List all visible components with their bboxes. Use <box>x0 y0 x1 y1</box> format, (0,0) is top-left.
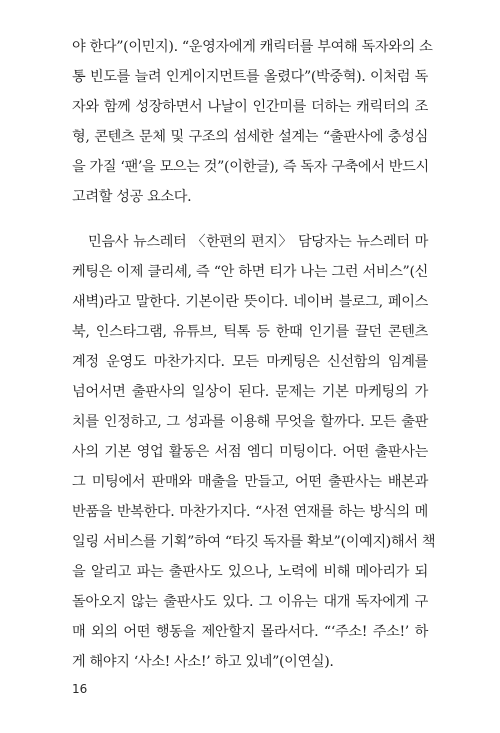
paragraph-2-line-15: 게 해야지 ‘사소! 사소!’ 하고 있네”(이연실). <box>72 654 334 670</box>
paragraph-1-line-2: 통 빈도를 늘려 인게이지먼트를 올렸다”(박중혁). 이처럼 독 <box>72 69 428 85</box>
paragraph-2-line-12: 을 알리고 파는 출판사도 있으나, 노력에 비해 메아리가 되 <box>72 564 428 580</box>
paragraph-2-line-2: 케팅은 이제 클리셰, 즉 “안 하면 티가 나는 그런 서비스”(신 <box>72 264 428 280</box>
paragraph-2-line-4: 북, 인스타그램, 유튜브, 틱톡 등 한때 인기를 끌던 콘텐츠 <box>72 324 428 340</box>
paragraph-2-line-5: 계정 운영도 마찬가지다. 모든 마케팅은 신선함의 임계를 <box>72 354 428 370</box>
paragraph-2-line-3: 새벽)라고 말한다. 기본이란 뜻이다. 네이버 블로그, 페이스 <box>72 294 428 310</box>
page-number: 16 <box>72 682 88 696</box>
paragraph-1-line-4: 형, 콘텐츠 문체 및 구조의 섬세한 설계는 “출판사에 충성심 <box>72 129 428 145</box>
paragraph-2-line-14: 매 외의 어떤 행동을 제안할지 몰라서다. “‘주소! 주소!’ 하 <box>72 624 428 640</box>
paragraph-2-line-7: 치를 인정하고, 그 성과를 이용해 무엇을 할까다. 모든 출판 <box>72 414 428 430</box>
paragraph-1-line-1: 야 한다”(이민지). “운영자에게 캐릭터를 부여해 독자와의 소 <box>72 39 433 55</box>
paragraph-1-line-5: 을 가질 ‘팬’을 모으는 것”(이한글), 즉 독자 구축에서 반드시 <box>72 159 429 175</box>
paragraph-2-line-9: 그 미팅에서 판매와 매출을 만들고, 어떤 출판사는 배본과 <box>72 474 428 490</box>
paragraph-1-line-6: 고려할 성공 요소다. <box>72 189 192 205</box>
paragraph-2-line-10: 반품을 반복한다. 마찬가지다. “사전 연재를 하는 방식의 메 <box>72 504 428 520</box>
paragraph-2-line-11: 일링 서비스를 기획”하여 “타깃 독자를 확보”(이예지)해서 책 <box>72 534 436 550</box>
paragraph-2-line-1: 민음사 뉴스레터 〈한편의 편지〉 담당자는 뉴스레터 마 <box>88 234 428 250</box>
paragraph-2-line-13: 돌아오지 않는 출판사도 있다. 그 이유는 대개 독자에게 구 <box>72 594 428 610</box>
paragraph-2-line-8: 사의 기본 영업 활동은 서점 엠디 미팅이다. 어떤 출판사는 <box>72 444 428 460</box>
paragraph-1-line-3: 자와 함께 성장하면서 나날이 인간미를 더하는 캐릭터의 조 <box>72 99 428 115</box>
paragraph-2-line-6: 넘어서면 출판사의 일상이 된다. 문제는 기본 마케팅의 가 <box>72 384 428 400</box>
